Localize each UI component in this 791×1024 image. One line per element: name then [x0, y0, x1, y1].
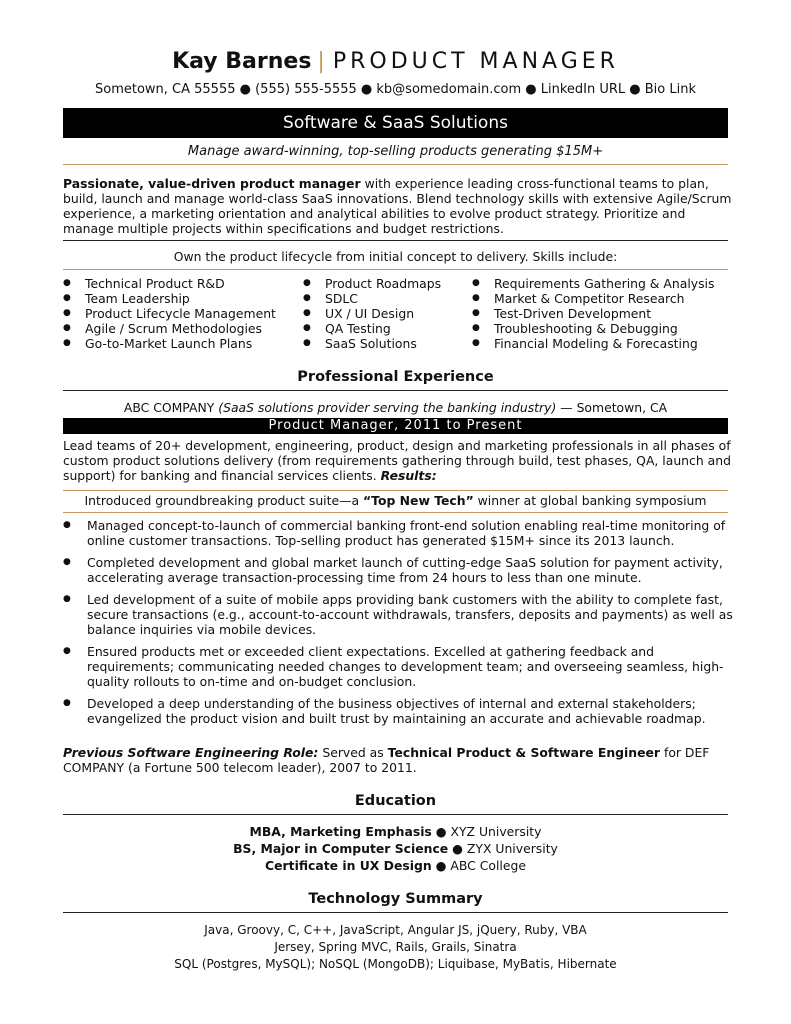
- company-line: [0, 400, 791, 416]
- achievement-list: [63, 518, 733, 733]
- skill-item: ● Technical Product R&D: [63, 276, 276, 291]
- tagline-rule: [63, 164, 728, 165]
- job-title: PRODUCT MANAGER: [332, 49, 619, 74]
- education-item: [0, 823, 791, 840]
- skill-item: ● Troubleshooting & Debugging: [472, 321, 714, 336]
- skills-column-3: [472, 276, 714, 351]
- technology-rule: [63, 912, 728, 913]
- skill-item: ● SaaS Solutions: [303, 336, 441, 351]
- skill-item: ● Requirements Gathering & Analysis: [472, 276, 714, 291]
- tagline: Manage award-winning, top-selling products generating $15M+: [187, 144, 604, 159]
- previous-role-title: Technical Product & Software Engineer: [387, 745, 661, 760]
- skills-intro-rule: [63, 269, 728, 270]
- experience-rule: [63, 390, 728, 391]
- education-heading: Education: [354, 793, 437, 809]
- technology-line: SQL (Postgres, MySQL); NoSQL (MongoDB); Liquibase, MyBatis, Hibernate: [174, 957, 617, 971]
- skill-item: ● Agile / Scrum Methodologies: [63, 321, 276, 336]
- highlight-bottom-rule: [63, 512, 728, 513]
- technology-heading: Technology Summary: [308, 891, 483, 907]
- role-description-text: Lead teams of 20+ development, engineering, product, design and marketing professionals in all phases of custom product solutions delivery (from requirements gathering through build, test phases, QA, launch and support) for banking and financial services clients.: [63, 438, 731, 483]
- education-rule: [63, 814, 728, 815]
- resume-header: [0, 48, 791, 76]
- school: ● ABC College: [431, 858, 526, 873]
- achievement-item: ● Developed a deep understanding of the business objectives of internal and external stakeholders; evangelized the product vision and built trust by maintaining an accurate and achievable roadmap.: [63, 696, 733, 726]
- achievement-item: ● Managed concept-to-launch of commercial banking front-end solution enabling real-time monitoring of online customer transactions. Top-selling product has generated $15M+ since its 2013 launch.: [63, 518, 733, 548]
- degree: MBA, Marketing Emphasis: [249, 824, 432, 839]
- skill-item: ● Test-Driven Development: [472, 306, 714, 321]
- previous-role: [63, 745, 733, 775]
- education-item: [0, 857, 791, 874]
- degree: BS, Major in Computer Science: [233, 841, 449, 856]
- specialty-banner: Software & SaaS Solutions: [63, 108, 728, 138]
- summary-divider: [63, 240, 728, 241]
- achievement-item: ● Ensured products met or exceeded client expectations. Excelled at gathering feedback and requirements; communicating needed changes to development team; and overseeing seamless, high-quality rollouts to on-time and on-budget conclusion.: [63, 644, 733, 689]
- education-list: [0, 823, 791, 874]
- skills-intro: Own the product lifecycle from initial concept to delivery. Skills include:: [173, 249, 618, 264]
- school: ● ZYX University: [448, 841, 558, 856]
- company-location: — Sometown, CA: [556, 400, 668, 415]
- highlight-text-end: winner at global banking symposium: [473, 493, 707, 508]
- skill-item: ● Go-to-Market Launch Plans: [63, 336, 276, 351]
- previous-role-label: Previous Software Engineering Role:: [63, 745, 319, 760]
- skill-item: ● Market & Competitor Research: [472, 291, 714, 306]
- summary-paragraph: [63, 176, 733, 236]
- skill-item: ● UX / UI Design: [303, 306, 441, 321]
- contact-line: Sometown, CA 55555 ● (555) 555-5555 ● kb@somedomain.com ● LinkedIn URL ● Bio Link: [94, 82, 696, 97]
- education-item: [0, 840, 791, 857]
- highlight-top-rule: [63, 490, 728, 491]
- skills-grid: [63, 276, 733, 356]
- skill-item: ● Product Roadmaps: [303, 276, 441, 291]
- skill-item: ● SDLC: [303, 291, 441, 306]
- skill-item: ● QA Testing: [303, 321, 441, 336]
- highlight-text: Introduced groundbreaking product suite—a: [84, 493, 364, 508]
- summary-rest: with experience leading cross-functional teams to plan, build, launch and manage world-class SaaS innovations. Blend technology skills with extensive Agile/Scrum experience, a marketing orientation and analytical abilities to evolve product strategy. Prioritize and manage multiple projects within specifications and budget restrictions.: [63, 176, 732, 236]
- candidate-name: Kay Barnes: [172, 49, 312, 74]
- school: ● XYZ University: [431, 824, 542, 839]
- role-title-bar: Product Manager, 2011 to Present: [63, 418, 728, 434]
- technology-list: [0, 922, 791, 973]
- skills-column-1: [63, 276, 276, 351]
- skills-column-2: [303, 276, 441, 351]
- technology-line: Jersey, Spring MVC, Rails, Grails, Sinatra: [274, 940, 517, 954]
- achievement-item: ● Completed development and global market launch of cutting-edge SaaS solution for payment activity, accelerating average transaction-processing time from 24 hours to less than one minute.: [63, 555, 733, 585]
- summary-lead: Passionate, value-driven product manager: [63, 176, 361, 191]
- experience-heading: Professional Experience: [297, 369, 494, 385]
- name-separator: |: [317, 49, 325, 74]
- technology-line: Java, Groovy, C, C++, JavaScript, Angular JS, jQuery, Ruby, VBA: [204, 923, 587, 937]
- previous-role-text: Served as: [318, 745, 388, 760]
- highlight-award: “Top New Tech”: [363, 493, 474, 508]
- key-highlight: [63, 492, 728, 510]
- achievement-item: ● Led development of a suite of mobile apps providing bank customers with the ability to complete fast, secure transactions (e.g., account-to-account withdrawals, transfers, deposits and payments) as well as balance inquiries via mobile devices.: [63, 592, 733, 637]
- company-name: ABC COMPANY: [123, 400, 215, 415]
- results-label: Results:: [380, 468, 437, 483]
- previous-role-details: for DEF COMPANY (a Fortune 500 telecom leader), 2007 to 2011.: [63, 745, 710, 775]
- skill-item: ● Financial Modeling & Forecasting: [472, 336, 714, 351]
- company-description: (SaaS solutions provider serving the banking industry): [218, 400, 557, 415]
- skill-item: ● Product Lifecycle Management: [63, 306, 276, 321]
- skill-item: ● Team Leadership: [63, 291, 276, 306]
- degree: Certificate in UX Design: [265, 858, 432, 873]
- role-description: [63, 438, 733, 483]
